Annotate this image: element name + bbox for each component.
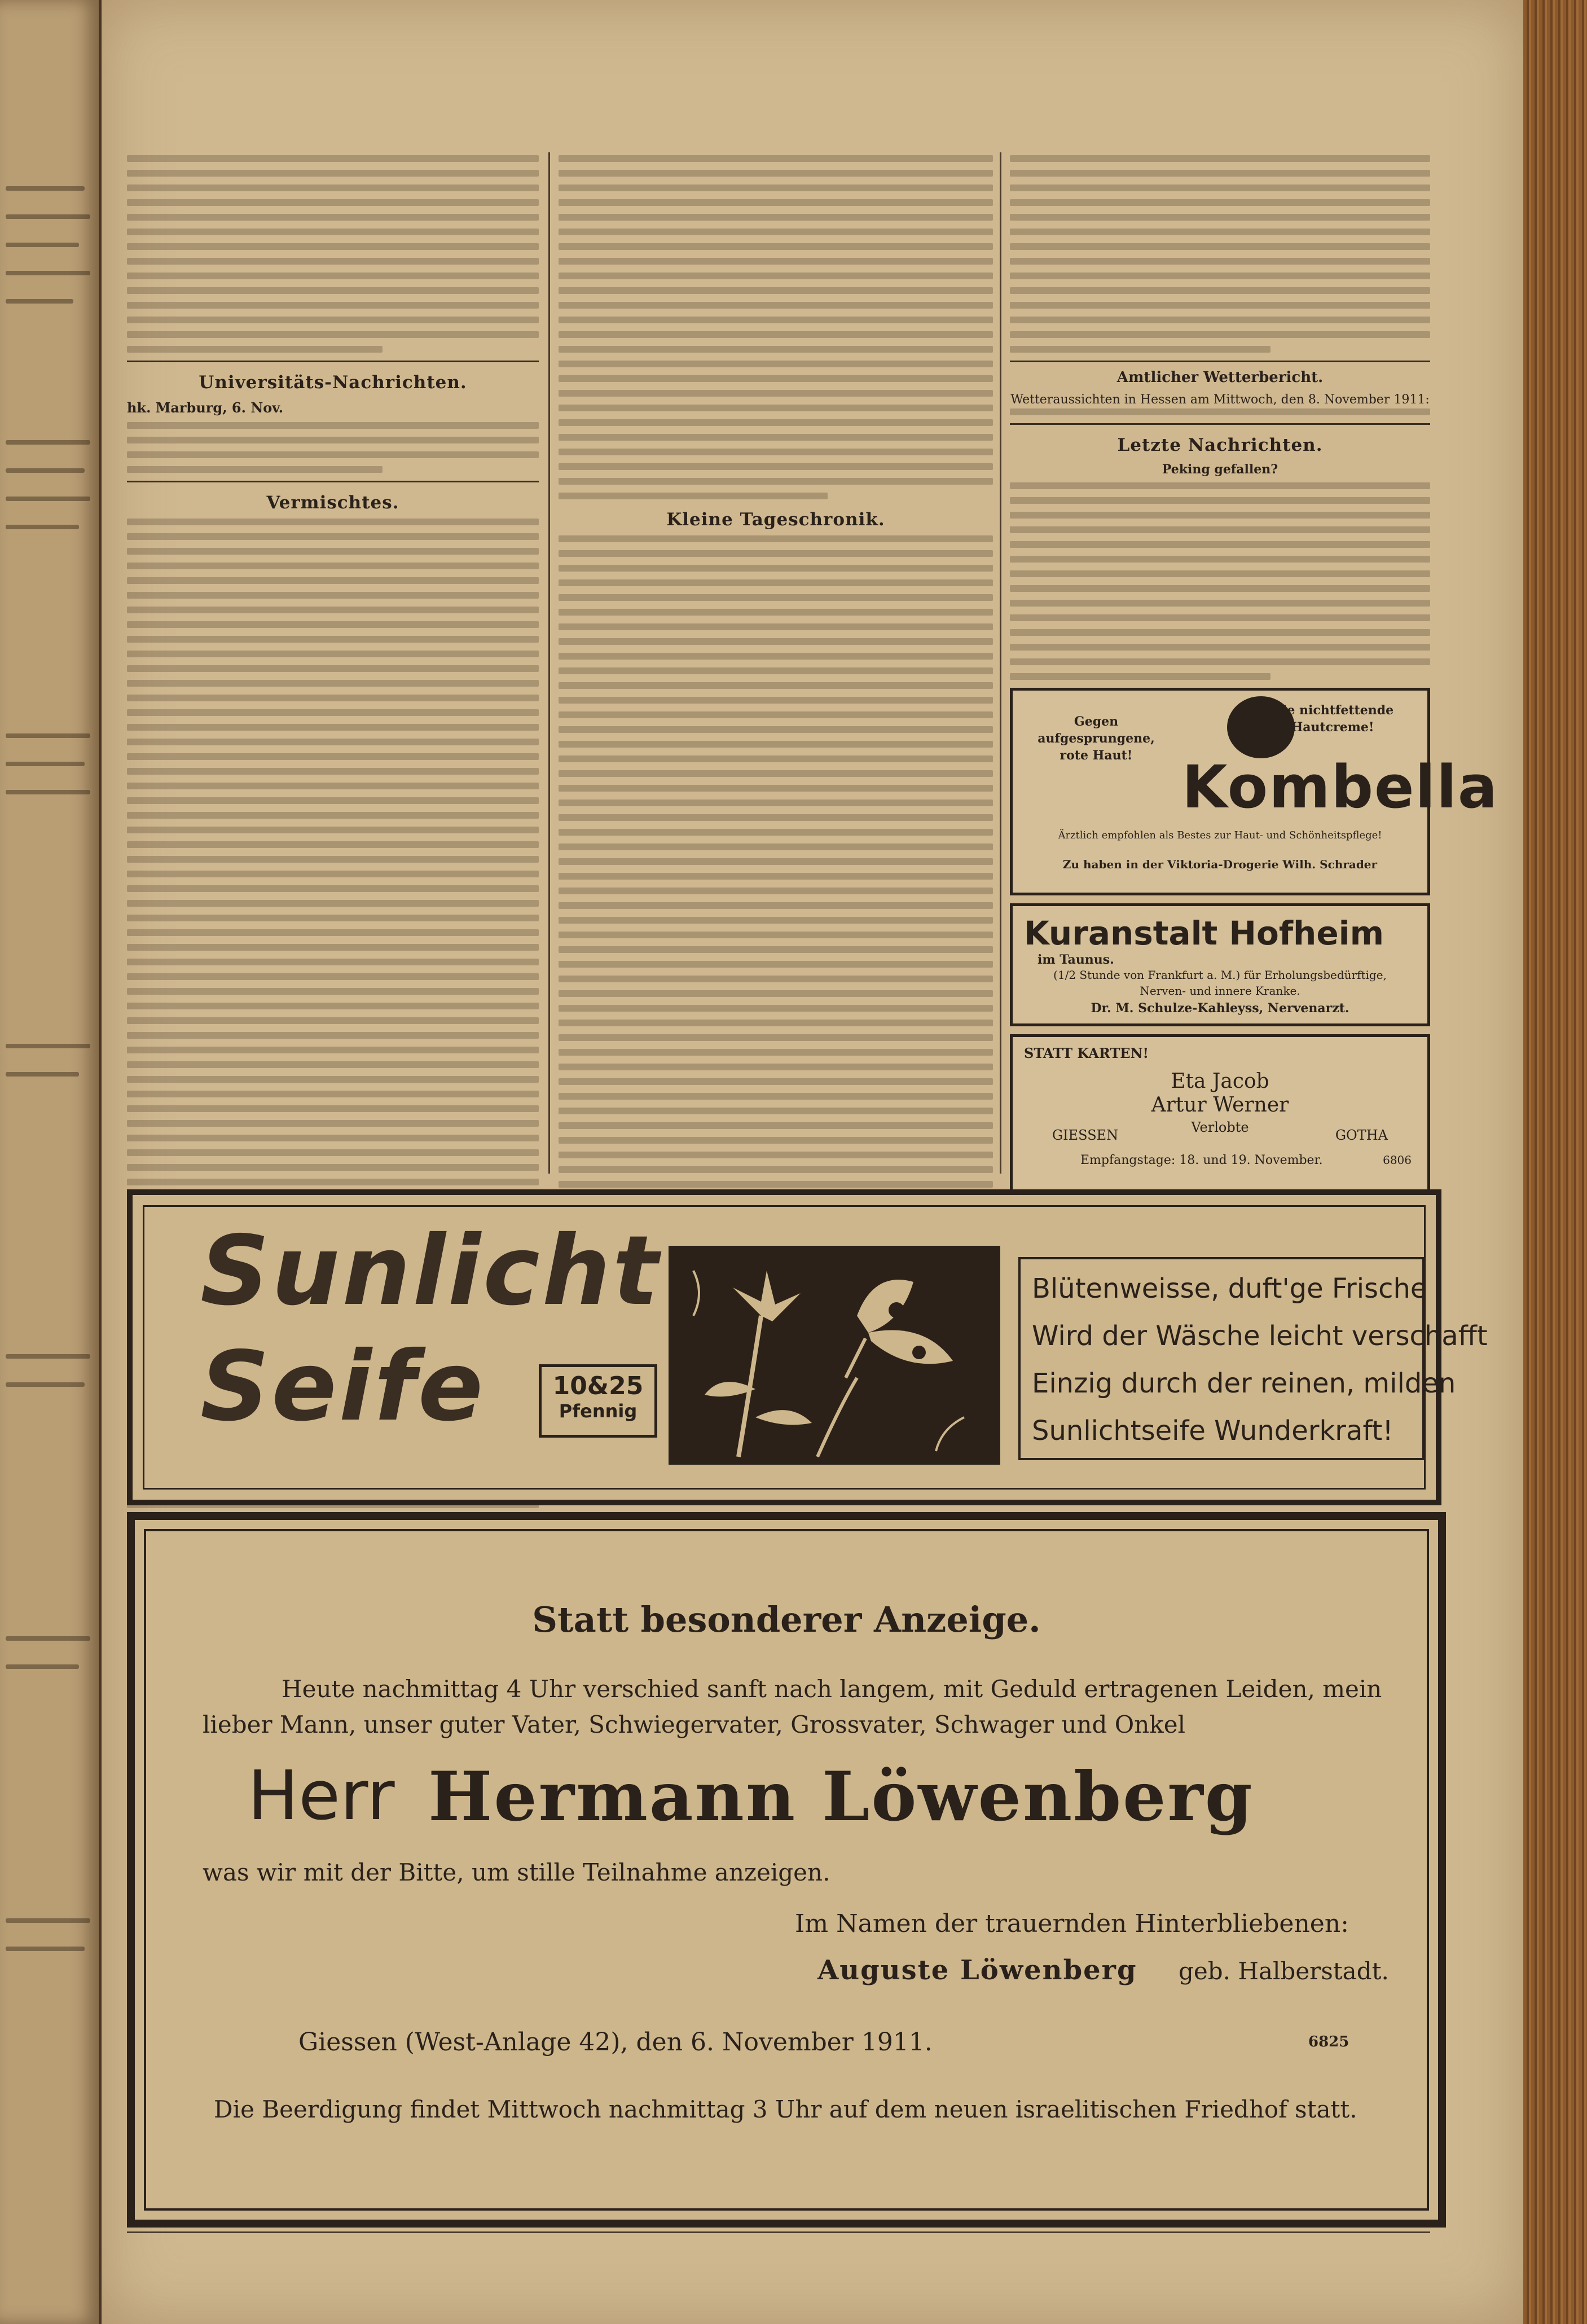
slogan-line: Wird der Wäsche leicht verschafft [1032, 1320, 1488, 1352]
verlobte-label: Verlobte [1191, 1119, 1249, 1135]
notice-funeral: Die Beerdigung findet Mittwoch nachmittag 3 Uhr auf dem neuen israelitischen Friedhof statt. [214, 2095, 1357, 2123]
sunlicht-price: 10&25 [552, 1372, 644, 1400]
notice-signer: Auguste Löwenberg [817, 1954, 1137, 1986]
ad-kombella [1010, 688, 1499, 895]
ad-kuranstalt-hofheim [1010, 903, 1430, 1026]
heading-kleine-tageschronik: Kleine Tageschronik. [666, 509, 885, 530]
slogan-line: Einzig durch der reinen, milden [1032, 1368, 1456, 1399]
kombella-small-text: Ärztlich empfohlen als Bestes zur Haut- und Schönheitspflege! [1058, 829, 1382, 841]
seife-word: Seife [200, 1331, 486, 1443]
slogan-line: Sunlichtseife Wunderkraft! [1032, 1415, 1393, 1447]
book-page-stack [1523, 0, 1587, 2324]
verlobung-city-2: GOTHA [1335, 1127, 1388, 1143]
kuranstalt-where: im Taunus. [1038, 952, 1114, 967]
kombella-right-text: Die nichtfettende Hautcreme! [1271, 703, 1394, 735]
notice-text-4: Im Namen der trauernden Hinterbliebenen: [795, 1909, 1349, 1938]
kombella-order-text: Zu haben in der Viktoria-Drogerie Wilh. Schrader [1062, 858, 1378, 871]
empfangstage: Empfangstage: 18. und 19. November. [1080, 1153, 1323, 1167]
notice-geb: geb. Halberstadt. [1179, 1957, 1389, 1985]
weather-lead: Wetteraussichten in Hessen am Mittwoch, den 8. November 1911: [1010, 393, 1430, 407]
notice-place-date: Giessen (West-Anlage 42), den 6. November 1911. [298, 2028, 933, 2057]
notice-text-1: Heute nachmittag 4 Uhr verschied sanft nach langem, mit Geduld ertragenen Leiden, mein [282, 1675, 1382, 1703]
death-notice [127, 1512, 1446, 2228]
verlobung-name-1: Eta Jacob [1171, 1070, 1269, 1093]
notice-deceased-name: Hermann Löwenberg [428, 1757, 1254, 1837]
verlobung-city-1: GIESSEN [1052, 1127, 1119, 1143]
heading-wetterbericht: Amtlicher Wetterbericht. [1116, 369, 1324, 386]
bottom-rule [127, 2231, 1430, 2233]
sunlicht-word: Sunlicht [200, 1215, 661, 1327]
statt-karten: STATT KARTEN! [1024, 1045, 1149, 1061]
butterfly-flower-illustration-icon [669, 1246, 1000, 1465]
kuranstalt-line-2: Nerven- und innere Kranke. [1140, 984, 1300, 998]
sunlicht-slogan [1018, 1257, 1488, 1460]
slogan-line: Blütenweisse, duft'ge Frische [1032, 1273, 1427, 1304]
notice-text-2: lieber Mann, unser guter Vater, Schwiegervater, Grossvater, Schwager und Onkel [203, 1711, 1185, 1738]
column-rule-1 [548, 152, 550, 1174]
kombella-brand: Kombella [1182, 753, 1499, 821]
verlobung-ad-number: 6806 [1383, 1153, 1412, 1167]
sunlicht-price-unit: Pfennig [559, 1400, 638, 1422]
ad-sunlicht-seife [127, 1189, 1488, 1505]
kuranstalt-doctor: Dr. M. Schulze-Kahleyss, Nervenarzt. [1091, 1001, 1349, 1016]
sunlicht-price-box [539, 1364, 657, 1438]
heading-letzte-nachrichten: Letzte Nachrichten. [1117, 435, 1323, 455]
heading-universitaets-nachrichten: Universitäts-Nachrichten. [199, 372, 467, 393]
column-3 [1010, 155, 1499, 1210]
univ-lead: hk. Marburg, 6. Nov. [127, 399, 284, 416]
ad-verlobung [1010, 1034, 1430, 1202]
notice-number: 6825 [1308, 2033, 1349, 2050]
notice-text-3: was wir mit der Bitte, um stille Teilnahme anzeigen. [203, 1859, 830, 1886]
subheading-peking: Peking gefallen? [1162, 462, 1278, 477]
column-rule-2 [1000, 152, 1001, 1174]
heading-vermischtes: Vermischtes. [266, 493, 399, 513]
verlobung-name-2: Artur Werner [1151, 1093, 1289, 1117]
previous-page-edge [0, 0, 99, 2324]
kombella-left-text: Gegen aufgesprungene, rote Haut! [1038, 714, 1155, 763]
kuranstalt-title: Kuranstalt Hofheim [1024, 914, 1384, 952]
notice-herr: Herr [248, 1757, 395, 1835]
kuranstalt-line: (1/2 Stunde von Frankfurt a. M.) für Erholungsbedürftige, [1053, 968, 1387, 982]
notice-title: Statt besonderer Anzeige. [532, 1599, 1041, 1640]
